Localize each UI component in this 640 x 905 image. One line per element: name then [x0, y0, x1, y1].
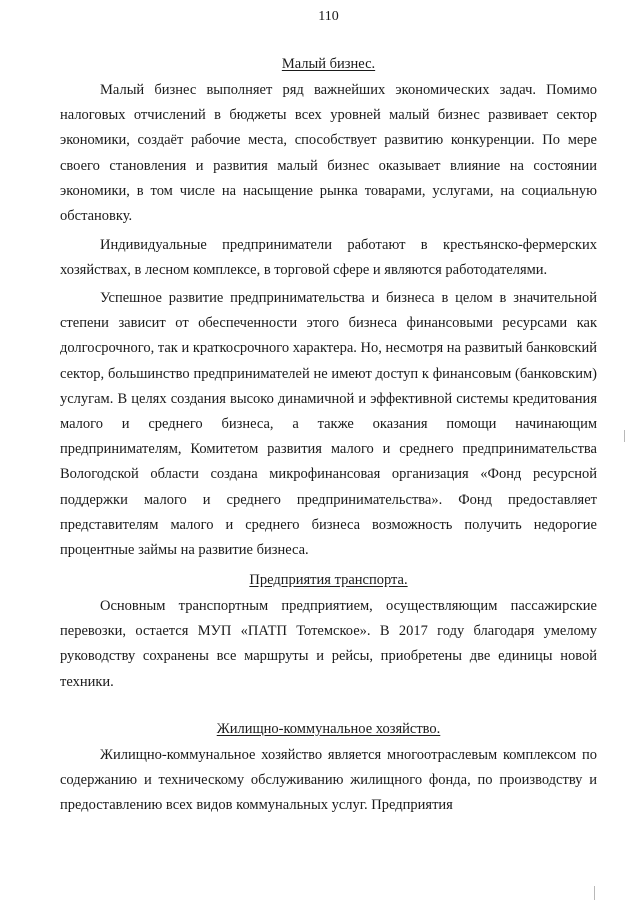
paragraph-housing: Жилищно-коммунальное хозяйство является многоотраслевым комплексом по содержанию и техническому обслуживанию жилищного фонда, по производству и предоставлению всех видов коммунальных услуг. Предприятия: [60, 747, 597, 814]
paragraph-small-business-role: Малый бизнес выполняет ряд важнейших экономических задач. Помимо налоговых отчислений в бюджеты всех уровней малый бизнес развивает сектор экономики, создаёт рабочие места, способствует развитию конкуренции. По мере своего становления и развития малый бизнес оказывает влияние на состоянии экономики, в том числе на насыщение рынка товарами, услугами, на социальную обстановку.: [60, 82, 597, 225]
heading-small-business: Малый бизнес.: [281, 56, 376, 72]
page-number: 110: [318, 9, 339, 24]
paragraph-financing: Успешное развитие предпринимательства и бизнеса в целом в значительной степени зависит от обеспеченности этого бизнеса финансовыми ресурсами как долгосрочного, так и краткосрочного характера. Но, несмотря на развитый банковский сектор, большинство предпринимателей не имеют доступ к финансовым (банковским) услугам. В целях создания высоко динамичной и эффективной системы кредитования малого и среднего бизнеса, а также оказания помощи начинающим предпринимателям, Комитетом развития малого и среднего предпринимательства Вологодской области создана микрофинансовая организация «Фонд ресурсной поддержки малого и среднего предпринимательства». Фонд предоставляет представителям малого и среднего бизнеса возможность получить недорогие процентные займы на развитие бизнеса.: [60, 290, 597, 559]
scan-edge-mark: [594, 886, 595, 900]
heading-housing: Жилищно-коммунальное хозяйство.: [216, 721, 441, 737]
paragraph-entrepreneurs: Индивидуальные предприниматели работают в крестьянско-фермерских хозяйствах, в лесном комплексе, в торговой сфере и являются работодателями.: [60, 237, 597, 279]
scan-edge-mark: [624, 430, 625, 442]
heading-transport: Предприятия транспорта.: [249, 572, 408, 588]
paragraph-transport: Основным транспортным предприятием, осуществляющим пассажирские перевозки, остается МУП «ПАТП Тотемское». В 2017 году благодаря умелому руководству сохранены все маршруты и рейсы, приобретены две единицы новой техники.: [60, 598, 597, 690]
